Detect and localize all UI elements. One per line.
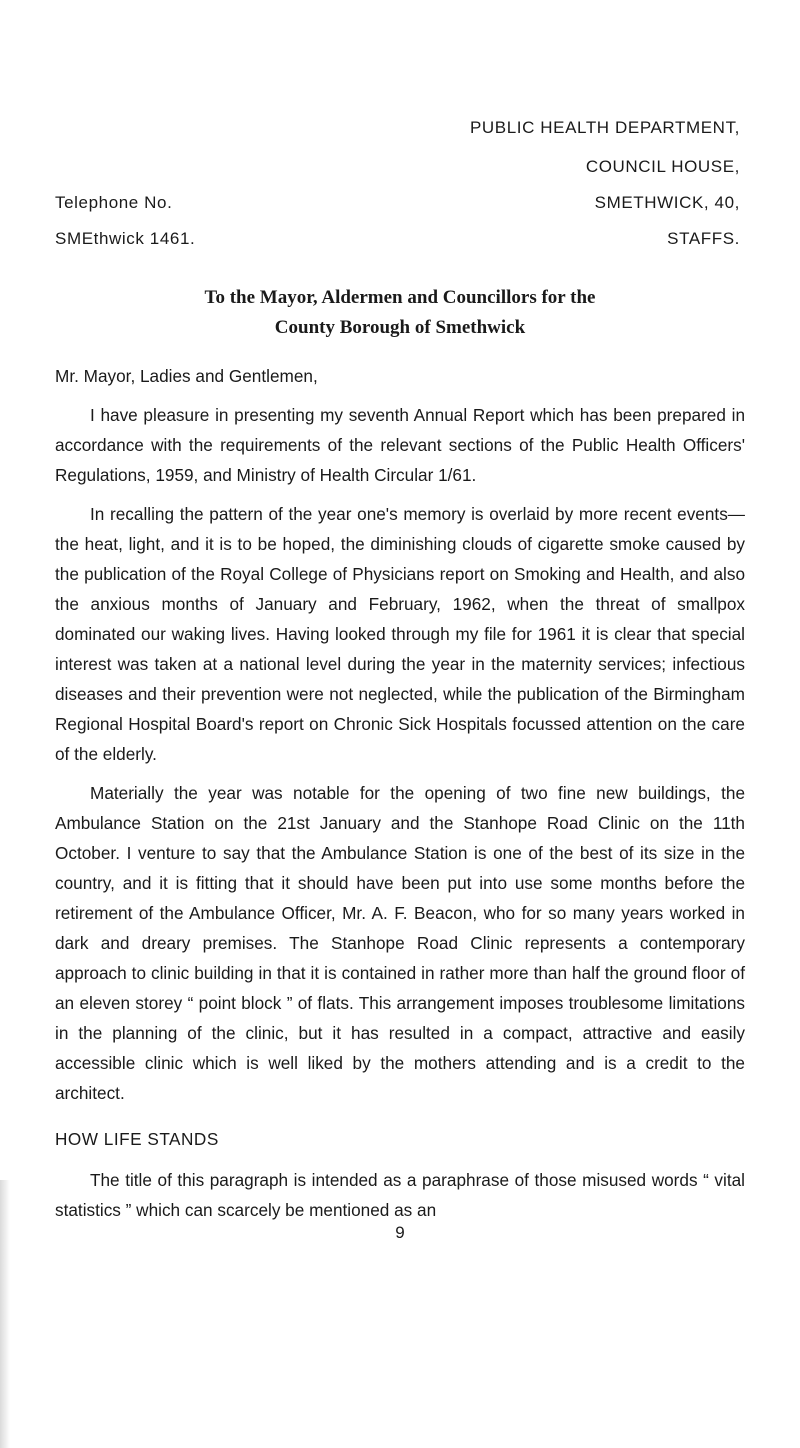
paragraph-2: In recalling the pattern of the year one's memory is overlaid by more recent events—the heat, light, and it is to be hoped, the diminishing clouds of cigarette smoke caused by the publication of the Royal College of Physicians report on Smoking and Health, and also the anxious months of January and February, 1962, when the threat of smallpox dominated our waking lives. Having looked through my file for 1961 it is clear that special interest was taken at a national level during the year in the maternity services; infectious diseases and their prevention were not neglected, while the publication of the Birmingham Regional Hospital Board's report on Chronic Sick Hospitals focussed attention on the care of the elderly.	[55, 504, 745, 764]
paragraph-1: I have pleasure in presenting my seventh Annual Report which has been prepared in accordance with the requirements of the relevant sections of the Public Health Officers' Regulations, 1959, and Ministry of Health Circular 1/61.	[55, 405, 745, 485]
address-county: STAFFS.	[667, 229, 740, 248]
addressee-heading	[60, 283, 740, 343]
telephone-label: Telephone No.	[55, 193, 173, 212]
address-house: COUNCIL HOUSE,	[585, 157, 740, 176]
letter-body	[55, 361, 745, 1108]
page-number: 9	[395, 1223, 405, 1242]
address-town: SMETHWICK, 40,	[594, 193, 740, 212]
greeting: Mr. Mayor, Ladies and Gentlemen,	[55, 366, 318, 386]
addressee-line-1: To the Mayor, Aldermen and Councillors for the	[204, 287, 596, 308]
section-body	[55, 1165, 745, 1225]
paragraph-3: Materially the year was notable for the opening of two fine new buildings, the Ambulance Station on the 21st January and the Stanhope Road Clinic on the 11th October. I venture to say that the Ambulance Station is one of the best of its size in the country, and it is fitting that it should have been put into use some months before the retirement of the Ambulance Officer, Mr. A. F. Beacon, who for so many years worked in dark and dreary premises. The Stanhope Road Clinic represents a contemporary approach to clinic building in that it is contained in rather more than half the ground floor of an eleven storey “ point block ” of flats. This arrangement imposes troublesome limitations in the planning of the clinic, but it has resulted in a compact, attractive and easily accessible clinic which is well liked by the mothers attending and is a credit to the architect.	[55, 783, 745, 1103]
scan-edge-shadow	[0, 1180, 10, 1448]
section-paragraph: The title of this paragraph is intended as a paraphrase of those misused words “ vital statistics ” which can scarcely be mentioned as an	[55, 1170, 745, 1220]
addressee-line-2: County Borough of Smethwick	[274, 317, 526, 338]
department-name: PUBLIC HEALTH DEPARTMENT,	[469, 118, 740, 137]
telephone-number: SMEthwick 1461.	[55, 229, 196, 248]
section-heading: HOW LIFE STANDS	[55, 1129, 219, 1149]
